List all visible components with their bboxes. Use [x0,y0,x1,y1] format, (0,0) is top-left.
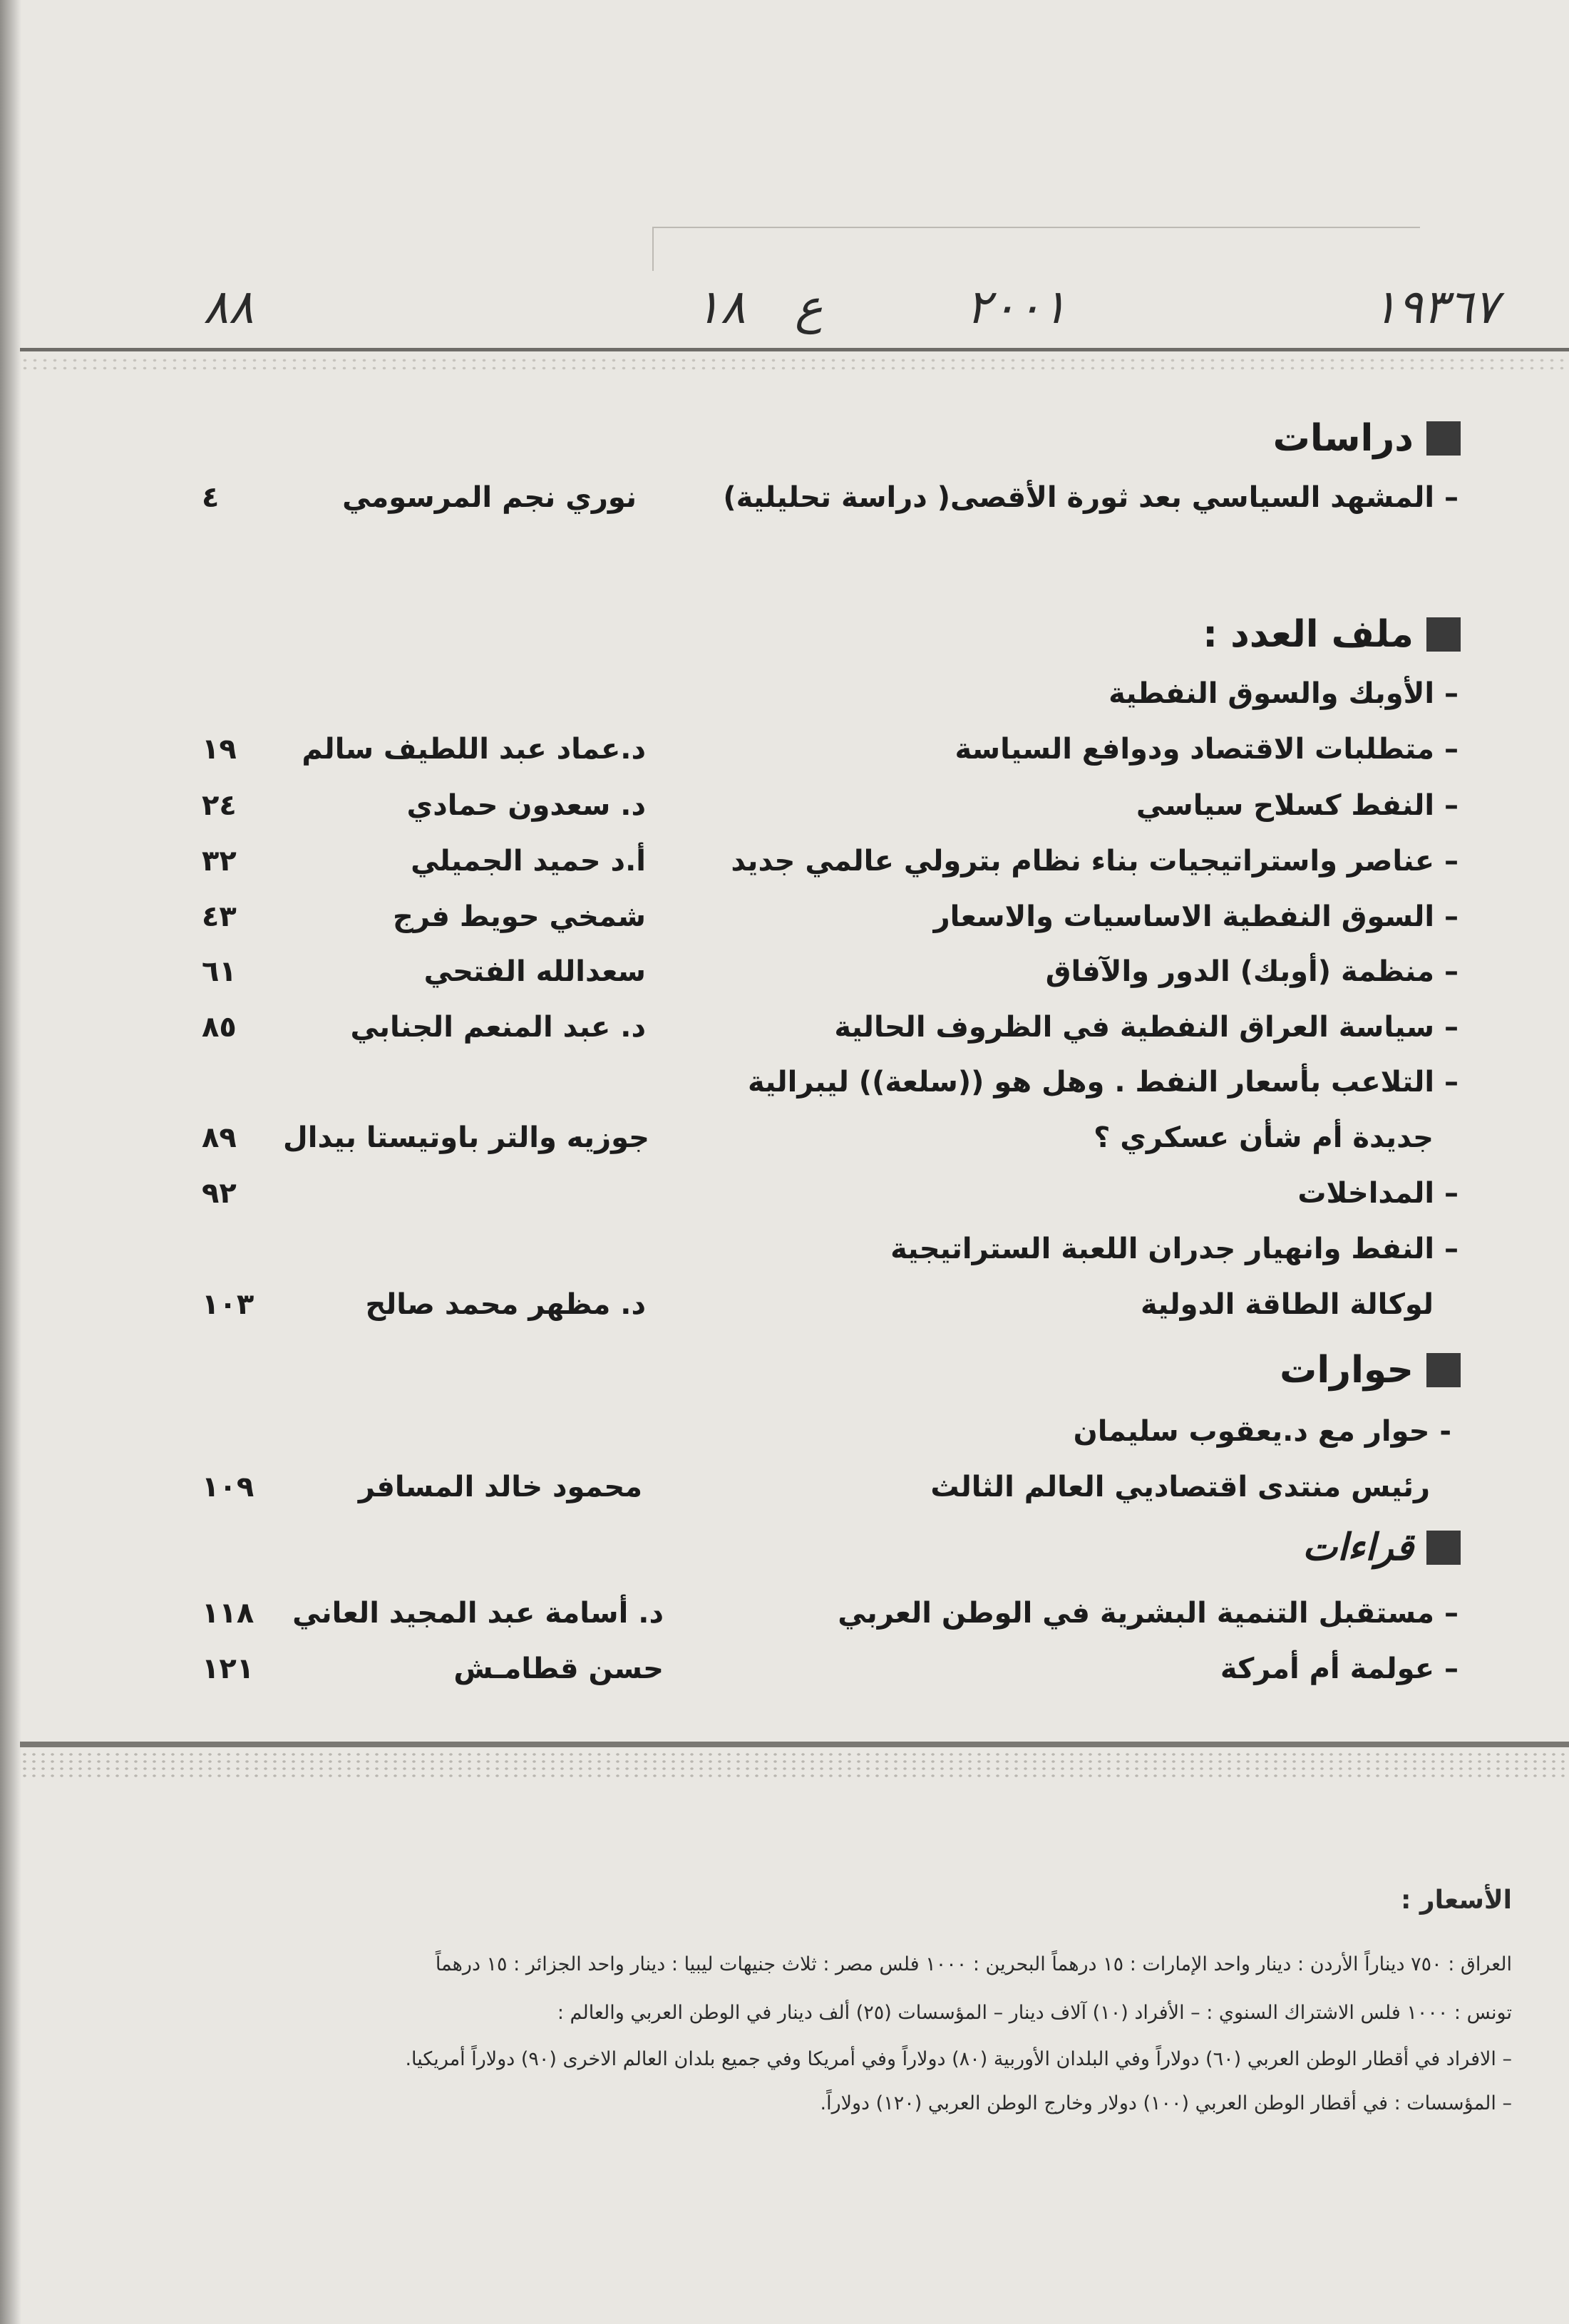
section-title: قراءات [1302,1526,1414,1569]
toc-entry-page: ٨٩ [202,1121,237,1154]
toc-entry-author: د. مظهر محمد صالح [365,1288,646,1321]
toc-entry-page: ٦١ [202,955,237,988]
section-title: دراسات [1272,417,1414,460]
prices-line: – الافراد في أقطار الوطن العربي (٦٠) دولاراً وفي البلدان الأوربية (٨٠) دولاراً وفي أمريكا وفي جميع بلدان العالم الاخرى (٩٠) دولاراً أمريكيا. [405,2048,1512,2070]
toc-entry-title: – النفط كسلاح سياسي [1136,789,1459,822]
heading-square-icon [1426,421,1461,456]
section-heading-studies [1273,417,1461,460]
toc-entry-title: – مستقبل التنمية البشرية في الوطن العربي [838,1597,1459,1630]
heading-square-icon [1426,617,1461,652]
toc-entry-title: – المشهد السياسي بعد ثورة الأقصى( دراسة تحليلية) [723,481,1459,514]
toc-entry-title: – عناصر واستراتيجيات بناء نظام بترولي عالمي جديد [731,845,1459,878]
toc-entry-title: – السوق النفطية الاساسيات والاسعار [933,900,1459,933]
toc-entry-author: أ.د حميد الجميلي [411,845,646,878]
toc-entry-author: جوزيه والتر باوتيستا بيدال [283,1121,649,1154]
toc-entry-title: – منظمة (أوبك) الدور والآفاق [1045,955,1459,988]
heading-square-icon [1426,1353,1461,1387]
handwritten-left-number: ٨٨ [203,279,254,334]
toc-entry-author: د. أسامة عبد المجيد العاني [292,1597,664,1630]
page-edge-shadow [0,0,21,2324]
top-rule [20,348,1569,351]
toc-entry-author: شمخي حويط فرج [393,900,646,933]
toc-entry-author: سعدالله الفتحي [423,955,646,988]
toc-entry-title: – النفط وانهيار جدران اللعبة الستراتيجية [890,1233,1459,1265]
toc-entry-author: د.عماد عبد اللطيف سالم [302,733,646,766]
toc-entry-author: د. عبد المنعم الجنابي [350,1011,646,1044]
section-title: حوارات [1280,1349,1414,1392]
prices-line: العراق : ٧٥٠ ديناراً الأردن : دينار واحد الإمارات : ١٥ درهماً البحرين : ١٠٠٠ فلس مصر : ثلاث جنيهات ليبيا : دينار واحد الجزائر : ١٥ درهماً [435,1953,1512,1975]
toc-entry-page: ٤ [202,481,220,514]
toc-entry-title: – عولمة أم أمركة [1220,1652,1459,1685]
heading-square-icon [1426,1531,1461,1565]
toc-entry-title: – سياسة العراق النفطية في الظروف الحالية [834,1011,1459,1044]
toc-entry-page: ١٠٩ [202,1471,254,1503]
toc-entry-page: ٣٢ [202,845,237,878]
toc-entry-author: محمود خالد المسافر [358,1471,642,1503]
toc-entry-title: – الأوبك والسوق النفطية [1108,677,1459,710]
toc-entry-page: ١٢١ [202,1652,254,1685]
handwritten-right-number: ١٩٣٦٧ [1372,279,1499,334]
toc-entry-title: – التلاعب بأسعار النفط . وهل هو ((سلعة)) ليبرالية [748,1066,1459,1099]
section-heading-readings [1302,1526,1461,1569]
toc-entry-title: جديدة أم شأن عسكري ؟ [1094,1121,1434,1154]
toc-entry-page: ٨٥ [202,1011,237,1044]
toc-entry-author: حسن قطامـش [453,1652,664,1685]
toc-entry-page: ٢٤ [202,789,237,822]
prices-heading: الأسعار : [1400,1886,1512,1915]
toc-entry-title: لوكالة الطاقة الدولية [1141,1288,1434,1321]
toc-entry-author: د. سعدون حمادي [406,789,646,822]
toc-entry-title: – المداخلات [1297,1177,1459,1210]
toc-entry-page: ٤٣ [202,900,237,933]
top-dot-band [20,356,1569,372]
toc-entry-page: ١٩ [202,733,237,766]
toc-entry-title: – متطلبات الاقتصاد ودوافع السياسة [955,733,1459,766]
handwritten-year: ٢٠٠١ [966,279,1067,334]
section-heading-interviews [1280,1349,1461,1392]
prices-line: – المؤسسات : في أقطار الوطن العربي (١٠٠) دولار وخارج الوطن العربي (١٢٠) دولاراً. [820,2092,1512,2114]
prices-line: تونس : ١٠٠٠ فلس الاشتراك السنوي : – الأفراد (١٠) آلاف دينار – المؤسسات (٢٥) ألف دينار في الوطن العربي والعالم : [557,2002,1512,2024]
toc-entry-author: نوري نجم المرسومي [342,481,637,514]
section-title: ملف العدد : [1203,613,1414,656]
toc-entry-page: ٩٢ [202,1177,237,1210]
handwritten-number-b: ع [795,279,823,334]
bottom-rule [20,1742,1569,1747]
section-heading-issue-file [1203,613,1461,656]
toc-entry-page: ١٠٣ [202,1288,254,1321]
toc-entry-page: ١١٨ [202,1597,254,1630]
handwritten-number-a: ١٨ [695,279,746,334]
top-frame-line [652,227,1420,271]
toc-entry-title: - حوار مع د.يعقوب سليمان [1073,1415,1451,1448]
toc-entry-title: رئيس منتدى اقتصاديي العالم الثالث [930,1471,1430,1503]
bottom-dot-band [20,1751,1569,1779]
